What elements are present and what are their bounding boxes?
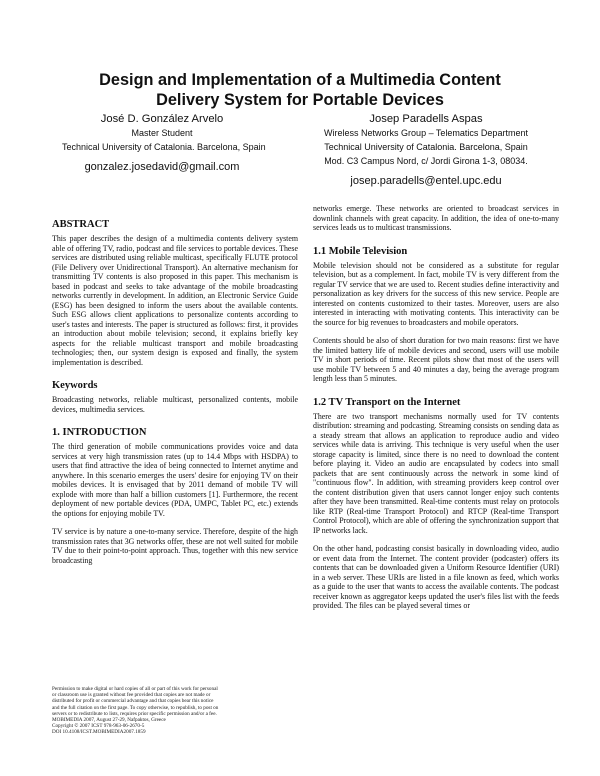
- footnote-line: distributed for profit or commercial advantage and that copies bear this notice: [52, 698, 214, 705]
- copyright-footnote: [52, 686, 274, 736]
- left-column: [52, 219, 298, 565]
- author-affiliation-line: Technical University of Catalonia. Barcelona, Spain: [62, 142, 266, 152]
- abstract-heading: ABSTRACT: [52, 219, 110, 230]
- author-email: gonzalez.josedavid@gmail.com: [84, 161, 240, 173]
- keywords-text: Broadcasting networks, reliable multicast, personalized contents, mobile devices, multimedia services.: [52, 395, 298, 414]
- author-block-2: [310, 112, 542, 188]
- footnote-line: or classroom use is granted without fee provided that copies are not made or: [52, 692, 211, 699]
- section-1-1-heading: 1.1 Mobile Television: [313, 245, 408, 257]
- author-affiliation-line: Master Student: [131, 128, 193, 138]
- section-1-1-paragraph: Contents should be also of short duration for two main reasons: first we have the limited battery life of mobile devices and second, users will use mobile TV in short periods of time. Recent pilots show that most of the users will use mobile TV between 5 and 40 minutes a day, being the average program length less than 5 minutes.: [313, 336, 559, 383]
- author-name: José D. González Arvelo: [100, 113, 224, 125]
- section-1-2-paragraph: On the other hand, podcasting consist basically in downloading video, audio or event data from the Internet. The content provider (podcaster) offers its contents that can be downloaded given a Uniform Resource Identifier (URI) in a web server. These URIs are listed in a file known as feed, which works as a guide to the user that wants to access the available contents. The podcast receiver known as aggregator keeps updated the user's files list with the feeds provided. The files can be played several times or: [313, 544, 559, 610]
- keywords-heading: Keywords: [52, 380, 98, 391]
- section-1-2-heading: 1.2 TV Transport on the Internet: [313, 396, 461, 408]
- footnote-line: and the full citation on the first page. To copy otherwise, to republish, to post on: [52, 704, 219, 711]
- author-affiliation-line: Mod. C3 Campus Nord, c/ Jordi Girona 1-3, 08034.: [324, 156, 528, 166]
- author-affiliation-line: Wireless Networks Group – Telematics Department: [324, 128, 528, 138]
- footnote-line: servers or to redistribute to lists, requires prior specific permission and/or a fee.: [52, 710, 217, 717]
- author-affiliation-line: Technical University of Catalonia. Barcelona, Spain: [324, 142, 528, 152]
- author-name: Josep Paradells Aspas: [369, 113, 483, 125]
- title-line-1: Design and Implementation of a Multimedia Content: [99, 71, 501, 89]
- footnote-line: Copyright © 2007 ICST 978-963-06-2670-5: [52, 723, 145, 730]
- introduction-continuation: networks emerge. These networks are oriented to broadcast services in downlink channels with great capacity. In addition, the idea of one-to-many services leads us to multicast transmissions.: [313, 204, 559, 232]
- section-1-1-paragraph: Mobile television should not be considered as a substitute for regular television, but as a complement. In fact, mobile TV is very different from the regular TV service that we are used to. Recent studies define interactivity and personalization as key drivers for the success of this new service. People are interested on contents customized to their tastes. Moreover, users are also interested in interacting with motivating contents. This interactivity can be the source for big revenues to broadcasters and mobile operators.: [313, 260, 559, 327]
- author-email: josep.paradells@entel.upc.edu: [350, 175, 502, 187]
- abstract-text: This paper describes the design of a multimedia contents delivery system able of offering TV, radio, podcast and file services to portable devices. These services are distributed using reliable multicast, specifically FLUTE protocol (File Delivery over Unidirectional Transport). An alternative mechanism for transmitting TV contents is also proposed in this paper. This mechanism is based in podcast and seeks to take advantage of the mobile broadcasting networks currently in development. In addition, an Electronic Service Guide (ESG) has been designed to inform the users about the available contents. Such ESG allows client applications to personalize contents according to user's tastes and interests. The paper is structured as follows: first, it provides an introduction about mobile television; second, it explains briefly key aspects for the reliable multicast transport and mobile broadcasting technologies; then, our system design is exposed and finally, the system implementation is described.: [52, 234, 298, 367]
- section-1-2-paragraph: There are two transport mechanisms normally used for TV contents distribution: streaming and podcasting. Streaming consists on sending data as a steady stream that allows an application to reproduce audio and video services while data is arriving. This technique is very useful when the user storage capacity is limited, since there is no need to download the content before playing it. Video an audio are encapsulated by codecs into small packets that are sent continuously across the network in some kind of "continuous flow". In addition, with streaming providers keep control over the content distribution given that users cannot longer enjoy such contents after they have been transmitted. Real-time contents must relay on protocols like RTP (Real-time Transport Protocol) and RTCP (Real-time Transport Control Protocol), which are able of offering the synchronization support that IP networks lack.: [313, 411, 559, 535]
- footnote-line: MOBIMEDIA 2007, August 27-29, Nafpaktos, Greece: [52, 717, 166, 724]
- introduction-heading: 1. INTRODUCTION: [52, 427, 147, 438]
- paper-title: [40, 70, 560, 110]
- footnote-line: DOI 10.4108/ICST.MOBIMEDIA2007.1859: [52, 729, 146, 736]
- introduction-paragraph: The third generation of mobile communications provides voice and data services at very high transmission rates (up to 14.4 Mbps with HSDPA) to users that find attractive the idea of being connected to Internet anytime and anywhere. In this scenario emerges the users' desire for enjoying TV on their mobiles devices. It is envisaged that by 2011 demand of mobile TV will explode with more than half a billion customers [1]. Furthermore, the recent deployment of new portable devices (PDA, UMPC, Tablet PC, etc.) extends the options for enjoying mobile TV.: [52, 442, 298, 518]
- author-block-1: [62, 112, 266, 174]
- footnote-line: Permission to make digital or hard copies of all or part of this work for personal: [52, 686, 218, 692]
- introduction-paragraph: TV service is by nature a one-to-many service. Therefore, despite of the high transmission rates that 3G networks offer, these are not well suited for mobile TV due to their point-to-point approach. Thus, together with this new service broadcasting: [52, 527, 298, 565]
- title-line-2: Delivery System for Portable Devices: [156, 91, 444, 109]
- right-column: [313, 204, 559, 611]
